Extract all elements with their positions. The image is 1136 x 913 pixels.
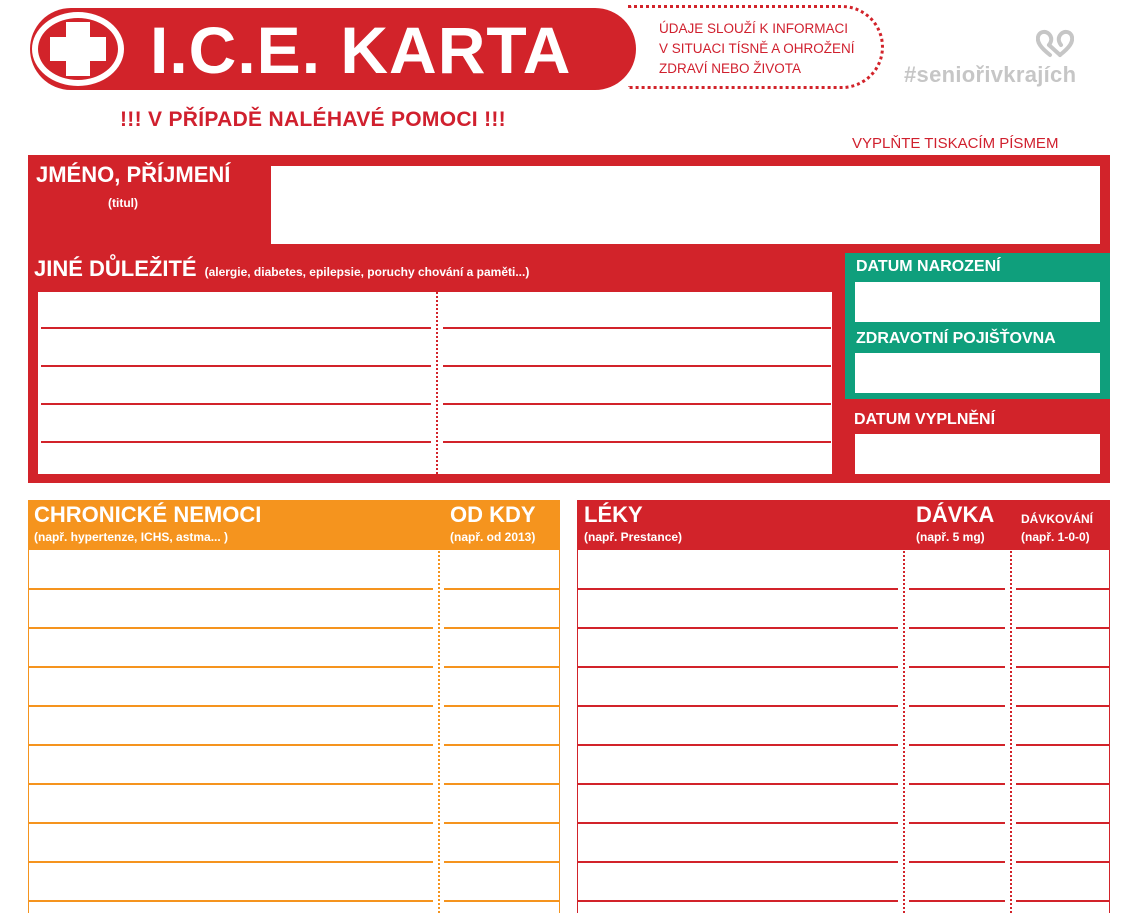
table-row-line	[578, 744, 898, 746]
table-row-line	[1016, 744, 1109, 746]
title-sublabel: (titul)	[108, 196, 138, 210]
urgent-heading: !!! V PŘÍPADĚ NALÉHAVÉ POMOCI !!!	[120, 108, 506, 131]
chronic-label: CHRONICKÉ NEMOCI	[34, 502, 262, 527]
name-field[interactable]	[271, 166, 1100, 244]
dosage-label: DÁVKOVÁNÍ	[1021, 512, 1094, 526]
table-row-line	[909, 744, 1005, 746]
chronic-table-body[interactable]	[28, 550, 560, 913]
print-instruction: VYPLŇTE TISKACÍM PÍSMEM	[852, 135, 1059, 152]
cross-horizontal-bar	[50, 37, 106, 61]
table-row-line	[1016, 900, 1109, 902]
table-row-line	[909, 666, 1005, 668]
table-row-line	[29, 744, 433, 746]
birth-date-field[interactable]	[855, 282, 1100, 322]
table-row-line	[909, 627, 1005, 629]
table-row-line	[444, 861, 559, 863]
table-row-line	[909, 900, 1005, 902]
table-row-line	[29, 783, 433, 785]
table-row-line	[578, 861, 898, 863]
dose-sublabel: (např. 5 mg)	[916, 530, 985, 544]
meds-table-body[interactable]	[577, 550, 1110, 913]
writing-line	[41, 441, 431, 443]
meds-sublabel: (např. Prestance)	[584, 530, 683, 544]
dosage-sublabel: (např. 1-0-0)	[1021, 530, 1090, 544]
table-row-line	[578, 900, 898, 902]
other-important-title: JINÉ DŮLEŽITÉ	[34, 256, 197, 281]
table-row-line	[29, 627, 433, 629]
table-row-line	[29, 588, 433, 590]
fill-date-label: DATUM VYPLNĚNÍ	[854, 411, 996, 428]
writing-line	[41, 365, 431, 367]
fill-date-field[interactable]	[855, 434, 1100, 474]
table-row-line	[444, 588, 559, 590]
info-note-line: V SITUACI TÍSNĚ A OHROŽENÍ	[659, 41, 855, 56]
table-row-line	[1016, 588, 1109, 590]
info-note-line: ÚDAJE SLOUŽÍ K INFORMACI	[659, 21, 849, 36]
card-title: I.C.E. KARTA	[150, 13, 572, 87]
table-row-line	[29, 861, 433, 863]
table-row-line	[1016, 666, 1109, 668]
insurance-label: ZDRAVOTNÍ POJIŠŤOVNA	[856, 330, 1056, 347]
column-divider	[1010, 500, 1012, 913]
table-row-line	[1016, 627, 1109, 629]
writing-line	[41, 403, 431, 405]
table-row-line	[1016, 705, 1109, 707]
writing-line	[41, 327, 431, 329]
writing-line	[443, 403, 831, 405]
column-divider	[436, 292, 438, 474]
insurance-field[interactable]	[855, 353, 1100, 393]
table-row-line	[909, 705, 1005, 707]
chronic-sublabel: (např. hypertenze, ICHS, astma... )	[34, 530, 229, 544]
table-row-line	[909, 861, 1005, 863]
table-row-line	[444, 783, 559, 785]
table-row-line	[444, 900, 559, 902]
table-row-line	[1016, 861, 1109, 863]
table-row-line	[444, 822, 559, 824]
table-row-line	[444, 627, 559, 629]
writing-line	[443, 327, 831, 329]
table-row-line	[578, 822, 898, 824]
campaign-hashtag: #seniořivkrajích	[904, 62, 1077, 87]
column-divider	[438, 500, 440, 913]
table-row-line	[909, 822, 1005, 824]
table-row-line	[578, 783, 898, 785]
since-label: OD KDY	[450, 502, 536, 527]
table-row-line	[29, 900, 433, 902]
table-row-line	[444, 744, 559, 746]
other-important-label	[34, 256, 529, 282]
table-row-line	[578, 666, 898, 668]
name-label: JMÉNO, PŘÍJMENÍ	[36, 162, 231, 187]
table-row-line	[578, 627, 898, 629]
column-divider	[903, 500, 905, 913]
other-important-sublabel: (alergie, diabetes, epilepsie, poruchy chování a paměti...)	[204, 265, 530, 279]
table-row-line	[444, 705, 559, 707]
table-row-line	[1016, 783, 1109, 785]
table-row-line	[578, 588, 898, 590]
table-row-line	[578, 705, 898, 707]
writing-line	[443, 365, 831, 367]
table-row-line	[29, 705, 433, 707]
info-note-line: ZDRAVÍ NEBO ŽIVOTA	[659, 61, 802, 76]
dose-label: DÁVKA	[916, 502, 995, 527]
table-row-line	[1016, 822, 1109, 824]
table-row-line	[909, 783, 1005, 785]
since-sublabel: (např. od 2013)	[450, 530, 536, 544]
writing-line	[443, 441, 831, 443]
table-row-line	[909, 588, 1005, 590]
other-important-field[interactable]	[38, 292, 832, 474]
table-row-line	[444, 666, 559, 668]
table-row-line	[29, 822, 433, 824]
heart-logo-icon	[1036, 28, 1074, 58]
birth-date-label: DATUM NAROZENÍ	[856, 258, 1001, 275]
info-note	[659, 19, 855, 79]
table-row-line	[29, 666, 433, 668]
meds-label: LÉKY	[584, 502, 643, 527]
